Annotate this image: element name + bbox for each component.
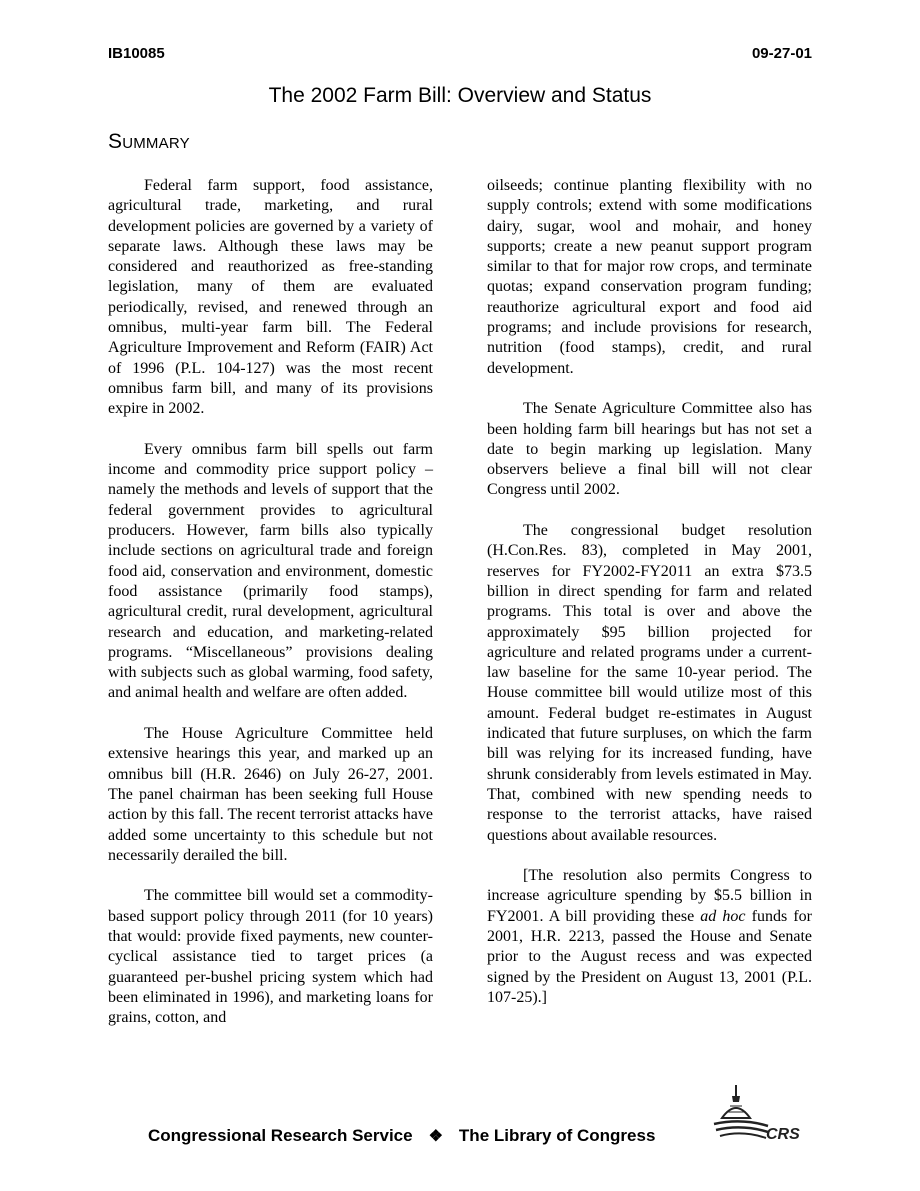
footer [148,1126,655,1146]
italic-term: ad hoc [700,907,746,925]
page-title: The 2002 Farm Bill: Overview and Status [268,84,652,107]
paragraph: The committee bill would set a commodity-based support policy through 2011 (for 10 years) that would: provide fixed payments, new counter-cyclical assistance tied to target prices (a guaranteed per-bushel pricing system which had been eliminated in 1996), and marketing loans for grains, cotton, and [108,887,433,1027]
paragraph: Federal farm support, food assistance, agricultural trade, marketing, and rural development policies are governed by a variety of separate laws. Although these laws may be considered and reauthorized as free-standing legislation, many of them are evaluated periodically, revised, and renewed through an omnibus, multi-year farm bill. The Federal Agriculture Improvement and Reform (FAIR) Act of 1996 (P.L. 104-127) was the most recent omnibus farm bill, and many of its provisions expire in 2002. [108,177,433,418]
paragraph-text: [The resolution also permits Congress to increase agriculture spending by $5.5 billion in FY2001. A bill providing these [487,867,812,925]
left-column [108,176,433,1049]
footer-org-name: Congressional Research Service [148,1126,413,1145]
section-heading: Summary [108,130,190,153]
document-date: 09-27-01 [751,45,812,62]
right-column [487,176,812,1028]
paragraph: The congressional budget resolution (H.Con.Res. 83), completed in May 2001, reserves for FY2002-FY2011 an extra $73.5 billion in direct spending for farm and related programs. This total is over and above the approximately $95 billion projected for agriculture and related programs under a current-law baseline for the same 10-year period. The House committee bill would utilize most of this amount. Federal budget re-estimates in August indicated that future surpluses, on which the farm bill was relying for its increased funding, have shrunk considerably from levels estimated in May. That, combined with new spending needs to response to the terrorist attacks, have raised questions about available resources. [487,522,812,844]
paragraph-continuation: oilseeds; continue planting flexibility with no supply controls; extend with some modifications dairy, sugar, wool and mohair, and honey supports; create a new peanut support program similar to that for major row crops, and terminate quotas; expand conservation program funding; reauthorize agricultural export and food aid programs; and include provisions for research, nutrition (food stamps), credit, and rural development. [487,177,812,377]
paragraph [487,866,812,1008]
paragraph: The House Agriculture Committee held extensive hearings this year, and marked up an omnibus bill (H.R. 2646) on July 26-27, 2001. The panel chairman has been seeking full House action by this fall. The recent terrorist attacks have added some uncertainty to this schedule but not necessarily derailed the bill. [108,725,433,864]
document-id: IB10085 [108,45,165,62]
paragraph-text: funds for 2001, H.R. 2213, passed the House and Senate prior to the August recess and was expected signed by the President on August 13, 2001 (P.L. 107-25).] [487,907,812,1006]
logo-text: CRS [766,1126,800,1143]
crs-capitol-logo-icon [712,1082,812,1148]
paragraph: The Senate Agriculture Committee also has been holding farm bill hearings but has not set a date to begin marking up legislation. Many observers believe a final bill will not clear Congress until 2002. [487,400,812,499]
diamond-separator-icon: ❖ [428,1128,443,1145]
paragraph: Every omnibus farm bill spells out farm income and commodity price support policy – namely the methods and levels of support that the federal government provides to agricultural producers. However, farm bills also typically include sections on agricultural trade and foreign food aid, conservation and environment, domestic food assistance (primarily food stamps), agricultural credit, rural development, agricultural research and education, and marketing-related programs. “Miscellaneous” provisions dealing with subjects such as global warming, food safety, and animal health and welfare are often added. [108,440,433,702]
footer-library-name: The Library of Congress [458,1126,656,1145]
